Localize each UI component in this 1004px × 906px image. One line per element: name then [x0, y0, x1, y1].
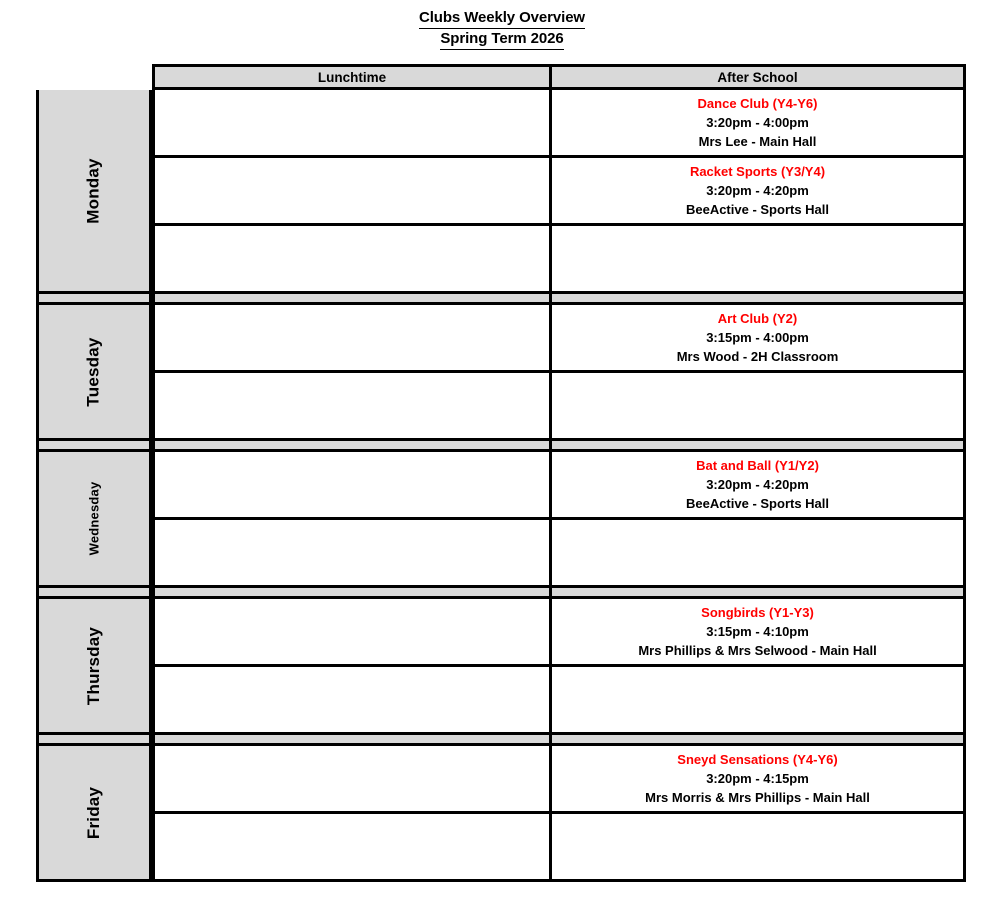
- cell-friday-lunchtime[interactable]: [152, 814, 552, 879]
- day-label-text: Tuesday: [84, 336, 103, 407]
- club-time: 3:20pm - 4:20pm: [706, 183, 809, 198]
- day-label-friday: [36, 746, 152, 882]
- club-staff-location: Mrs Wood - 2H Classroom: [676, 349, 839, 364]
- cell-tuesday-lunchtime[interactable]: [152, 305, 552, 370]
- day-block-thursday: [36, 599, 966, 735]
- day-label-tuesday: [36, 305, 152, 441]
- club-time: 3:20pm - 4:00pm: [706, 115, 809, 130]
- day-slots: [152, 305, 966, 441]
- cell-monday-lunchtime[interactable]: [152, 158, 552, 223]
- cell-tuesday-after_school[interactable]: [552, 373, 966, 438]
- day-slots: [152, 599, 966, 735]
- club-time: 3:15pm - 4:10pm: [706, 624, 809, 639]
- table-row: [152, 90, 966, 158]
- club-staff-location: BeeActive - Sports Hall: [685, 496, 830, 511]
- table-row: [152, 667, 966, 735]
- separator-segment: [152, 441, 552, 452]
- separator-segment: [152, 294, 552, 305]
- table-row: [152, 599, 966, 667]
- title-line-primary: [0, 8, 1004, 29]
- cell-friday-after_school[interactable]: [552, 746, 966, 811]
- day-label-monday: [36, 90, 152, 294]
- table-header-row: [152, 64, 966, 90]
- day-label-text: Friday: [84, 786, 103, 839]
- cell-monday-after_school[interactable]: [552, 158, 966, 223]
- club-time: 3:20pm - 4:15pm: [706, 771, 809, 786]
- title-text-secondary: Spring Term 2026: [440, 29, 563, 50]
- cell-tuesday-after_school[interactable]: [552, 305, 966, 370]
- separator-segment: [152, 735, 552, 746]
- title-text-primary: Clubs Weekly Overview: [419, 8, 585, 29]
- club-staff-location: BeeActive - Sports Hall: [685, 202, 830, 217]
- cell-wednesday-lunchtime[interactable]: [152, 520, 552, 585]
- cell-wednesday-after_school[interactable]: [552, 520, 966, 585]
- cell-wednesday-after_school[interactable]: [552, 452, 966, 517]
- cell-thursday-lunchtime[interactable]: [152, 667, 552, 732]
- club-name: Sneyd Sensations (Y4-Y6): [677, 752, 838, 767]
- table-row: [152, 452, 966, 520]
- day-separator: [36, 588, 966, 599]
- club-name: Art Club (Y2): [717, 311, 798, 326]
- cell-friday-lunchtime[interactable]: [152, 746, 552, 811]
- cell-wednesday-lunchtime[interactable]: [152, 452, 552, 517]
- table-row: [152, 520, 966, 588]
- cell-monday-lunchtime[interactable]: [152, 226, 552, 291]
- separator-segment: [36, 588, 152, 599]
- club-time: 3:20pm - 4:20pm: [706, 477, 809, 492]
- title-line-secondary: [0, 29, 1004, 50]
- club-time: 3:15pm - 4:00pm: [706, 330, 809, 345]
- document-title: [0, 0, 1004, 50]
- separator-segment: [36, 735, 152, 746]
- table-row: [152, 746, 966, 814]
- separator-segment: [152, 588, 552, 599]
- day-block-friday: [36, 746, 966, 882]
- day-label-text: Thursday: [84, 626, 103, 705]
- cell-monday-after_school[interactable]: [552, 90, 966, 155]
- club-staff-location: Mrs Phillips & Mrs Selwood - Main Hall: [638, 643, 877, 658]
- club-staff-location: Mrs Lee - Main Hall: [698, 134, 817, 149]
- separator-segment: [552, 294, 966, 305]
- cell-friday-after_school[interactable]: [552, 814, 966, 879]
- club-name: Dance Club (Y4-Y6): [697, 96, 818, 111]
- table-row: [152, 373, 966, 441]
- cell-thursday-lunchtime[interactable]: [152, 599, 552, 664]
- table-body: [36, 90, 966, 882]
- cell-monday-after_school[interactable]: [552, 226, 966, 291]
- separator-segment: [36, 441, 152, 452]
- cell-thursday-after_school[interactable]: [552, 667, 966, 732]
- club-name: Songbirds (Y1-Y3): [701, 605, 814, 620]
- day-label-thursday: [36, 599, 152, 735]
- day-slots: [152, 90, 966, 294]
- day-label-text: Monday: [84, 157, 103, 224]
- day-slots: [152, 452, 966, 588]
- cell-monday-lunchtime[interactable]: [152, 90, 552, 155]
- separator-segment: [36, 294, 152, 305]
- day-slots: [152, 746, 966, 882]
- day-separator: [36, 441, 966, 452]
- club-staff-location: Mrs Morris & Mrs Phillips - Main Hall: [645, 790, 870, 805]
- separator-segment: [552, 735, 966, 746]
- day-block-wednesday: [36, 452, 966, 588]
- cell-thursday-after_school[interactable]: [552, 599, 966, 664]
- club-name: Racket Sports (Y3/Y4): [689, 164, 826, 179]
- separator-segment: [552, 588, 966, 599]
- day-block-tuesday: [36, 305, 966, 441]
- club-name: Bat and Ball (Y1/Y2): [696, 458, 819, 473]
- table-row: [152, 814, 966, 882]
- day-label-text: Wednesday: [86, 481, 102, 556]
- day-block-monday: [36, 90, 966, 294]
- day-separator: [36, 294, 966, 305]
- cell-tuesday-lunchtime[interactable]: [152, 373, 552, 438]
- clubs-timetable: [36, 64, 966, 882]
- table-row: [152, 158, 966, 226]
- column-header-after_school: After School: [552, 67, 966, 87]
- day-label-wednesday: [36, 452, 152, 588]
- day-separator: [36, 735, 966, 746]
- column-header-lunchtime: Lunchtime: [152, 67, 552, 87]
- table-row: [152, 226, 966, 294]
- table-row: [152, 305, 966, 373]
- separator-segment: [552, 441, 966, 452]
